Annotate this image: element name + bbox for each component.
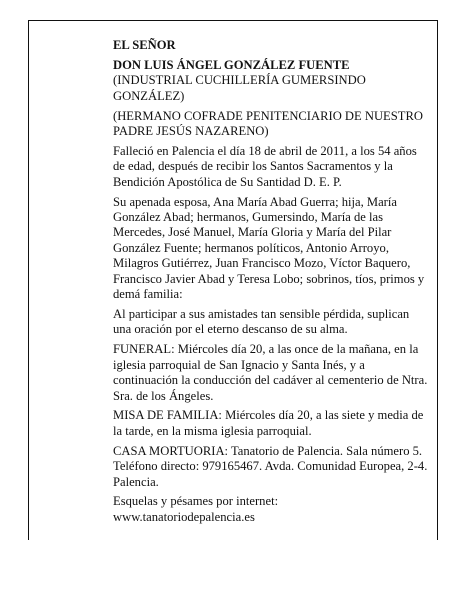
funeral-paragraph: FUNERAL: Miércoles día 20, a las once de la mañana, en la iglesia parroquial de San Ignacio y Santa Inés, y a continuación la conducción del cadáver al cementerio de Ntra. Sra. de los Ángeles. [113, 342, 428, 403]
heading-title: EL SEÑOR [113, 38, 176, 52]
mass-paragraph: MISA DE FAMILIA: Miércoles día 20, a las siete y media de la tarde, en la misma iglesia parroquial. [113, 408, 424, 438]
obituary-content [113, 38, 428, 525]
family-paragraph: Su apenada esposa, Ana María Abad Guerra; hija, María González Abad; hermanos, Gumersindo, María de las Mercedes, José Manuel, María Gloria y María del Pilar González Fuente; hermanos políticos, Antonio Arroyo, Milagros Gutiérrez, Juan Francisco Mozo, Víctor Baquero, Francisco Javier Abad y Teresa Lobo; sobrinos, tíos, primos y demá familia: [113, 194, 425, 302]
deceased-name: DON LUIS ÁNGEL GONZÁLEZ FUENTE [113, 57, 350, 72]
brotherhood-note: (HERMANO COFRADE PENITENCIARIO DE NUESTRO PADRE JESÚS NAZARENO) [113, 108, 423, 139]
request-paragraph: Al participar a sus amistades tan sensible pérdida, suplican una oración por el eterno descanso de su alma. [113, 307, 410, 337]
death-paragraph: Falleció en Palencia el día 18 de abril de 2011, a los 54 años de edad, después de recibir los Santos Sacramentos y la Bendición Apostólica de Su Santidad D. E. P. [113, 143, 417, 189]
website-link[interactable]: www.tanatoriodepalencia.es [113, 509, 255, 524]
condolences-line: Esquelas y pésames por internet: [113, 494, 279, 509]
occupation-note: (INDUSTRIAL CUCHILLERÍA GUMERSINDO GONZÁLEZ) [113, 73, 366, 103]
mortuary-paragraph: CASA MORTUORIA: Tanatorio de Palencia. Sala número 5. Teléfono directo: 979165467. Avda. Comunidad Europea, 2-4. Palencia. [113, 443, 428, 489]
